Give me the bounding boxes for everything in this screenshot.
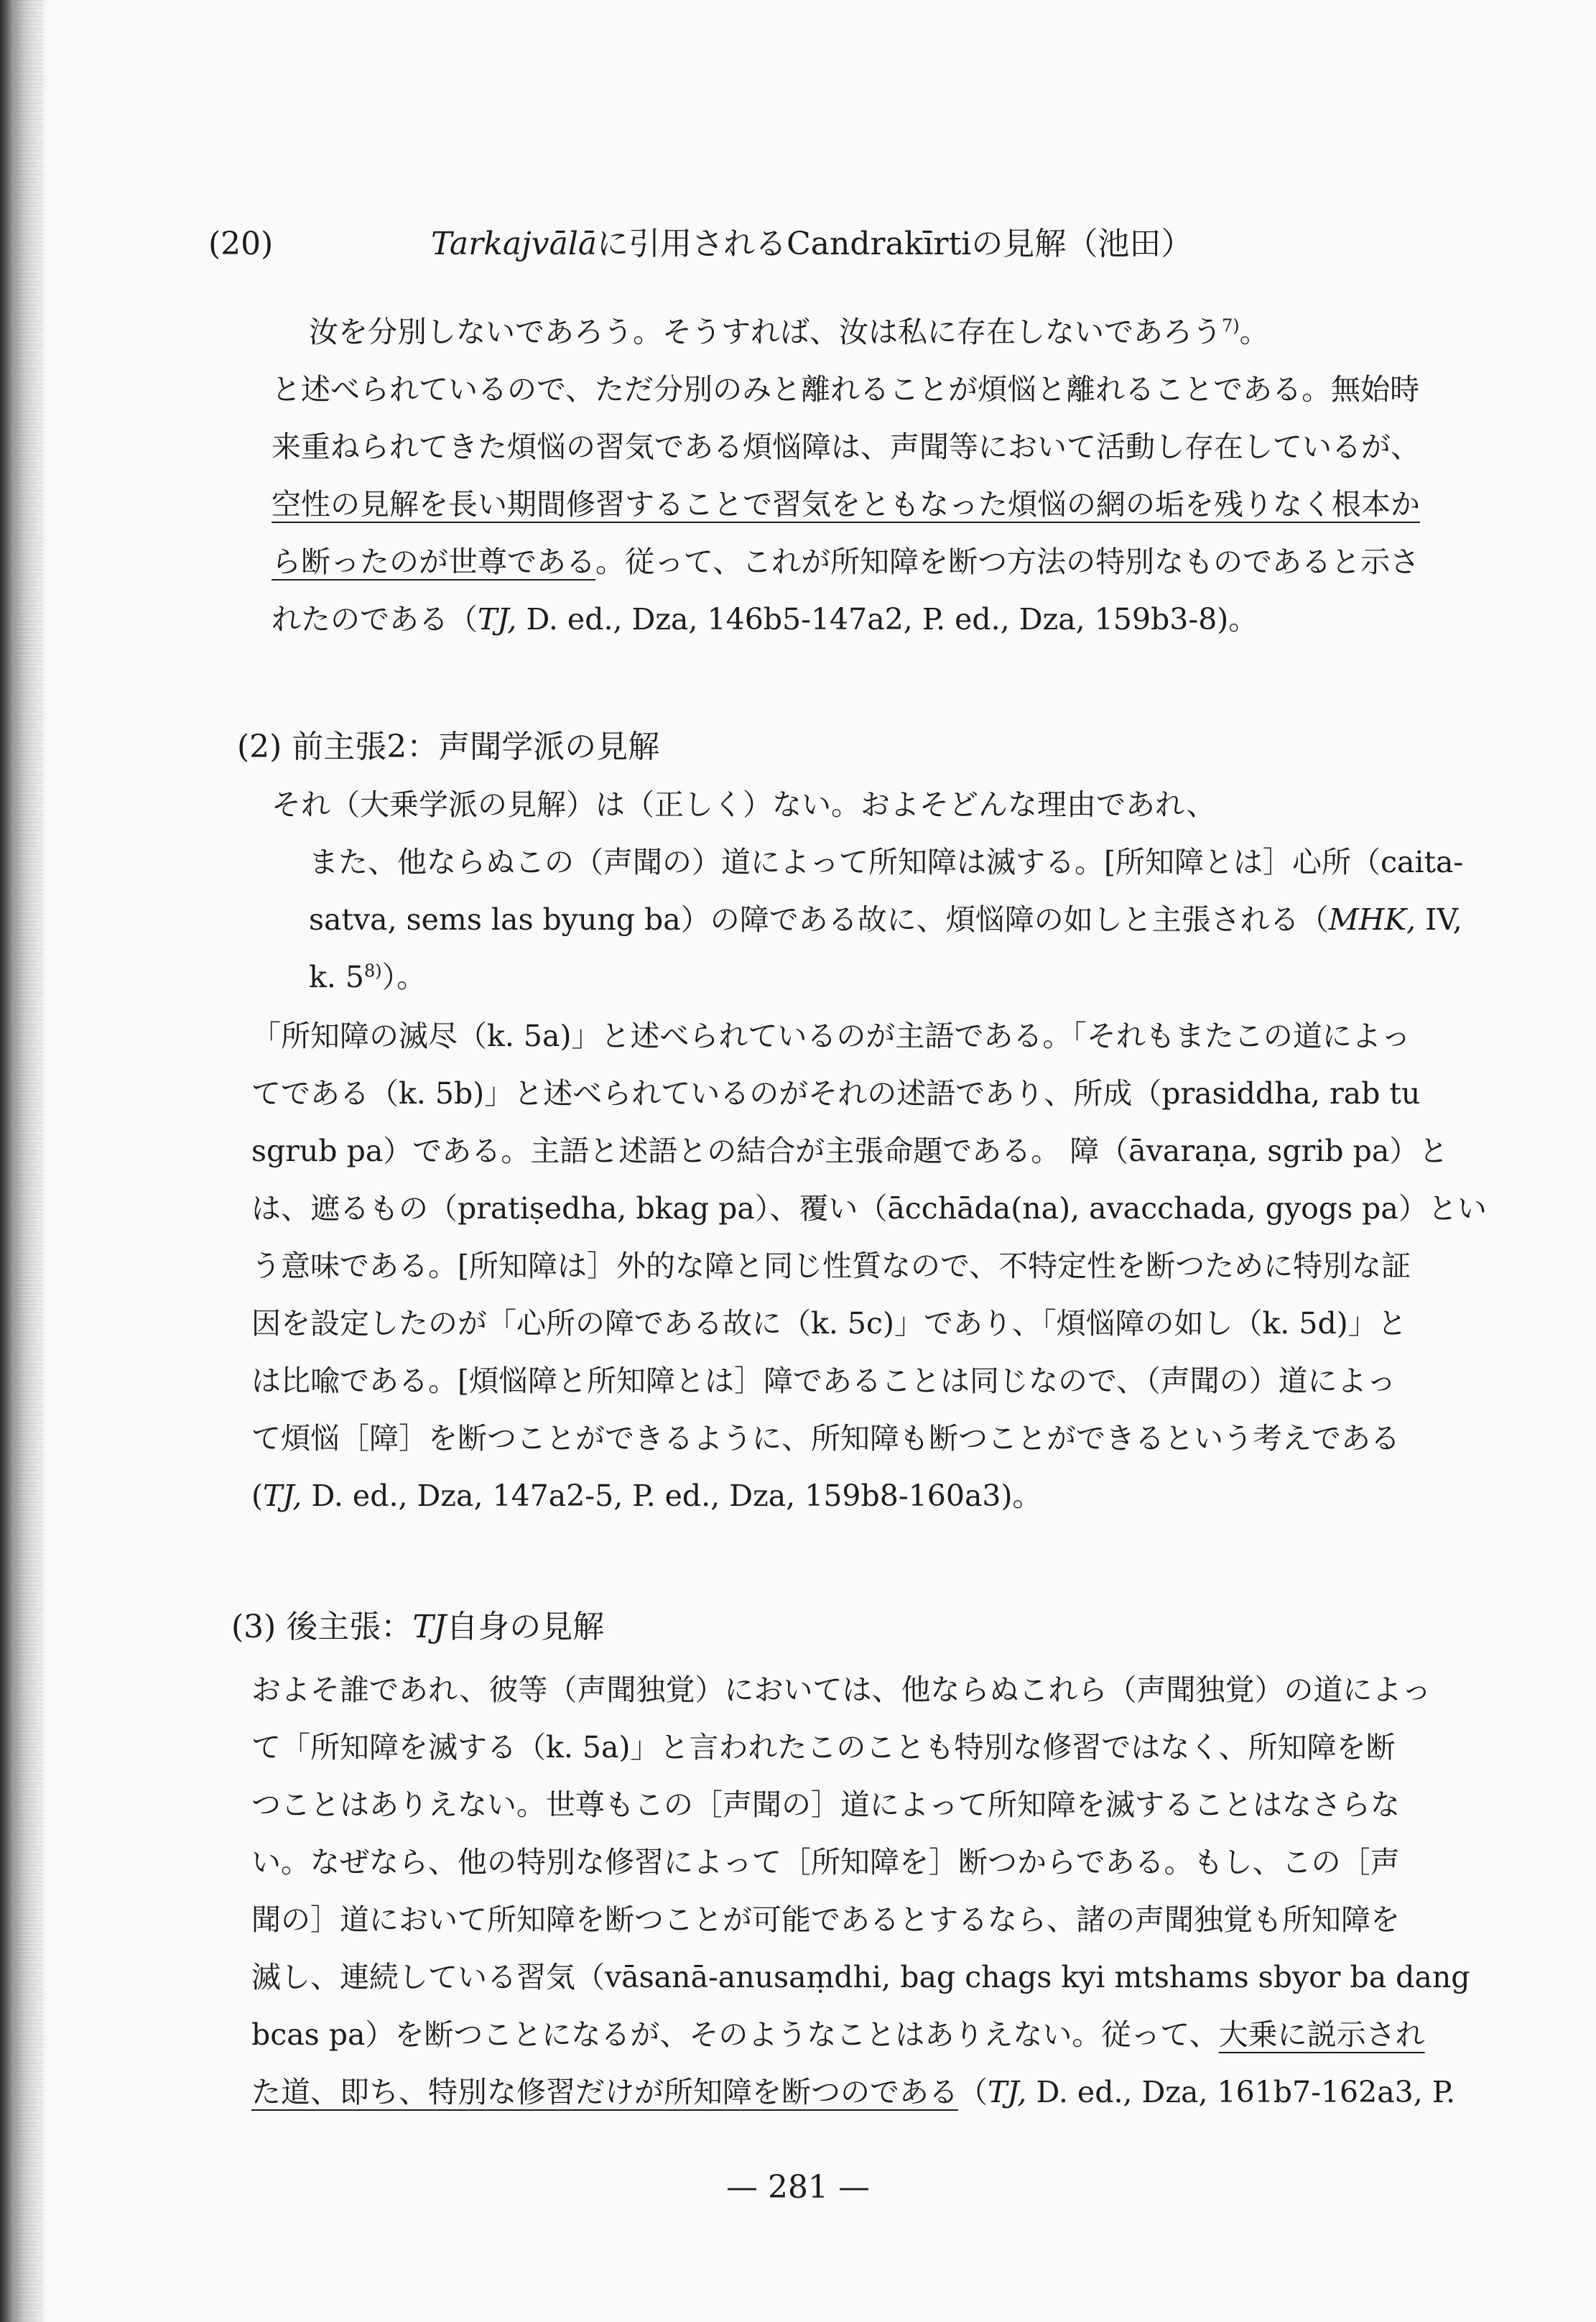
section-2-para-line-6: 因を設定したのが「心所の障である故に（k. 5c)」であり、「煩悩障の如し（k. 5d)」と bbox=[251, 1306, 1407, 1341]
section-2-line-1: それ（大乗学派の見解）は（正しく）ない。およそどんな理由であれ、 bbox=[272, 787, 1216, 822]
section-3-line-3: つことはありえない。世尊もこの［声聞の］道によって所知障を滅することはなさらな bbox=[251, 1787, 1400, 1822]
underlined-text: た道、即ち、特別な修習だけが所知障を断つのである bbox=[251, 2075, 958, 2109]
section-3-line-2: て「所知障を滅する（k. 5a)」と言われたこのことも特別な修習ではなく、所知障を断 bbox=[251, 1730, 1396, 1764]
running-header bbox=[208, 216, 1286, 273]
header-title bbox=[431, 216, 1192, 273]
citation-abbr: TJ bbox=[412, 1609, 447, 1645]
citation-abbr: TJ, bbox=[988, 2075, 1027, 2109]
section-2-para-line-5: う意味である。[所知障は］外的な障と同じ性質なので、不特定性を断つために特別な証 bbox=[251, 1249, 1411, 1283]
underlined-text: 大乗に説示され bbox=[1218, 2017, 1425, 2052]
section-3-line-1: およそ誰であれ、彼等（声聞独覚）においては、他ならぬこれら（声聞独覚）の道によっ bbox=[251, 1673, 1432, 1707]
intro-line-4 bbox=[272, 483, 1420, 526]
section-3-line-8: た道、即ち、特別な修習だけが所知障を断つのである（TJ, D. ed., Dza, 161b7-162a3, P. bbox=[251, 2075, 1456, 2109]
header-page-number: (20) bbox=[208, 226, 274, 262]
section-2-para-line-8: て煩悩［障］を断つことができるように、所知障も断つことができるという考えである bbox=[251, 1421, 1400, 1456]
underlined-text: ら断ったのが世尊である bbox=[272, 545, 595, 579]
intro-line-6: れたのである（TJ, D. ed., Dza, 146b5-147a2, P. ed., Dza, 159b3-8)。 bbox=[272, 602, 1258, 637]
section-2-quote-line-1: また、他ならぬこの（声聞の）道によって所知障は滅する。[所知障とは］心所（caita- bbox=[309, 845, 1464, 879]
section-3-line-7: bcas pa）を断つことになるが、そのようなことはありえない。従って、大乗に説示され bbox=[251, 2017, 1425, 2052]
section-2-para-line-7: は比喩である。[煩悩障と所知障とは］障であることは同じなので、（声聞の）道によっ bbox=[251, 1364, 1396, 1398]
section-3-line-5: 聞の］道において所知障を断つことが可能であるとするなら、諸の声聞独覚も所知障を bbox=[251, 1902, 1400, 1937]
citation-abbr: TJ, bbox=[478, 602, 517, 637]
intro-line-2: と述べられているので、ただ分別のみと離れることが煩悩と離れることである。無始時 bbox=[272, 372, 1420, 407]
intro-line-3: 来重ねられてきた煩悩の習気である煩悩障は、声聞等において活動し存在しているが、 bbox=[272, 430, 1420, 464]
section-3-line-6: 滅し、連続している習気（vāsanā-anusaṃdhi, bag chags kyi mtshams sbyor ba dang bbox=[251, 1960, 1470, 1994]
footnote-ref-7: 7) bbox=[1222, 315, 1240, 336]
section-2-para-line-2: てである（k. 5b)」と述べられているのがそれの述語であり、所成（prasiddha, rab tu bbox=[251, 1076, 1421, 1111]
page-folio: — 281 — bbox=[726, 2169, 870, 2206]
scan-noise bbox=[14, 0, 43, 2322]
section-2-para-line-4: は、遮るもの（pratiṣedha, bkag pa）、覆い（ācchāda(na), avacchada, gyogs pa）とい bbox=[251, 1191, 1487, 1226]
citation-abbr: TJ, bbox=[263, 1479, 302, 1513]
underlined-text: 空性の見解を長い期間修習することで習気をともなった煩悩の網の垢を残りなく根本か bbox=[272, 487, 1420, 522]
citation-abbr: MHK, bbox=[1328, 902, 1416, 937]
intro-quote-line: 汝を分別しないであろう。そうすれば、汝は私に存在しないであろう$^{7)}$。 bbox=[309, 315, 1269, 349]
section-2-quote-line-3: k. 5$^{8)}$）。 bbox=[309, 960, 427, 994]
section-2-heading: (2) 前主張2：声聞学派の見解 bbox=[237, 728, 660, 765]
section-2-para-line-1: 「所知障の滅尽（k. 5a)」と述べられているのが主語である。「それもまたこの道によっ bbox=[251, 1019, 1411, 1053]
section-2-para-line-3: sgrub pa）である。主語と述語との結合が主張命題である。 障（āvaraṇa, sgrib pa）と bbox=[251, 1134, 1449, 1168]
section-3-line-4: い。なぜなら、他の特別な修習によって［所知障を］断つからである。もし、この［声 bbox=[251, 1845, 1400, 1879]
section-2-quote-line-2: satva, sems las byung ba）の障である故に、煩悩障の如しと主張される（MHK, IV, bbox=[309, 902, 1462, 937]
header-title-rest: に引用されるCandrakīrtiの見解（池田） bbox=[597, 226, 1193, 262]
section-3-heading: (3) 後主張：TJ自身の見解 bbox=[231, 1609, 605, 1645]
intro-line-5: ら断ったのが世尊である。従って、これが所知障を断つ方法の特別なものであると示さ bbox=[272, 545, 1420, 579]
section-2-para-line-9: (TJ, D. ed., Dza, 147a2-5, P. ed., Dza, 159b8-160a3)。 bbox=[251, 1479, 1042, 1513]
footnote-ref-8: 8) bbox=[364, 961, 382, 981]
header-title-italic: Tarkajvālā bbox=[431, 226, 598, 262]
